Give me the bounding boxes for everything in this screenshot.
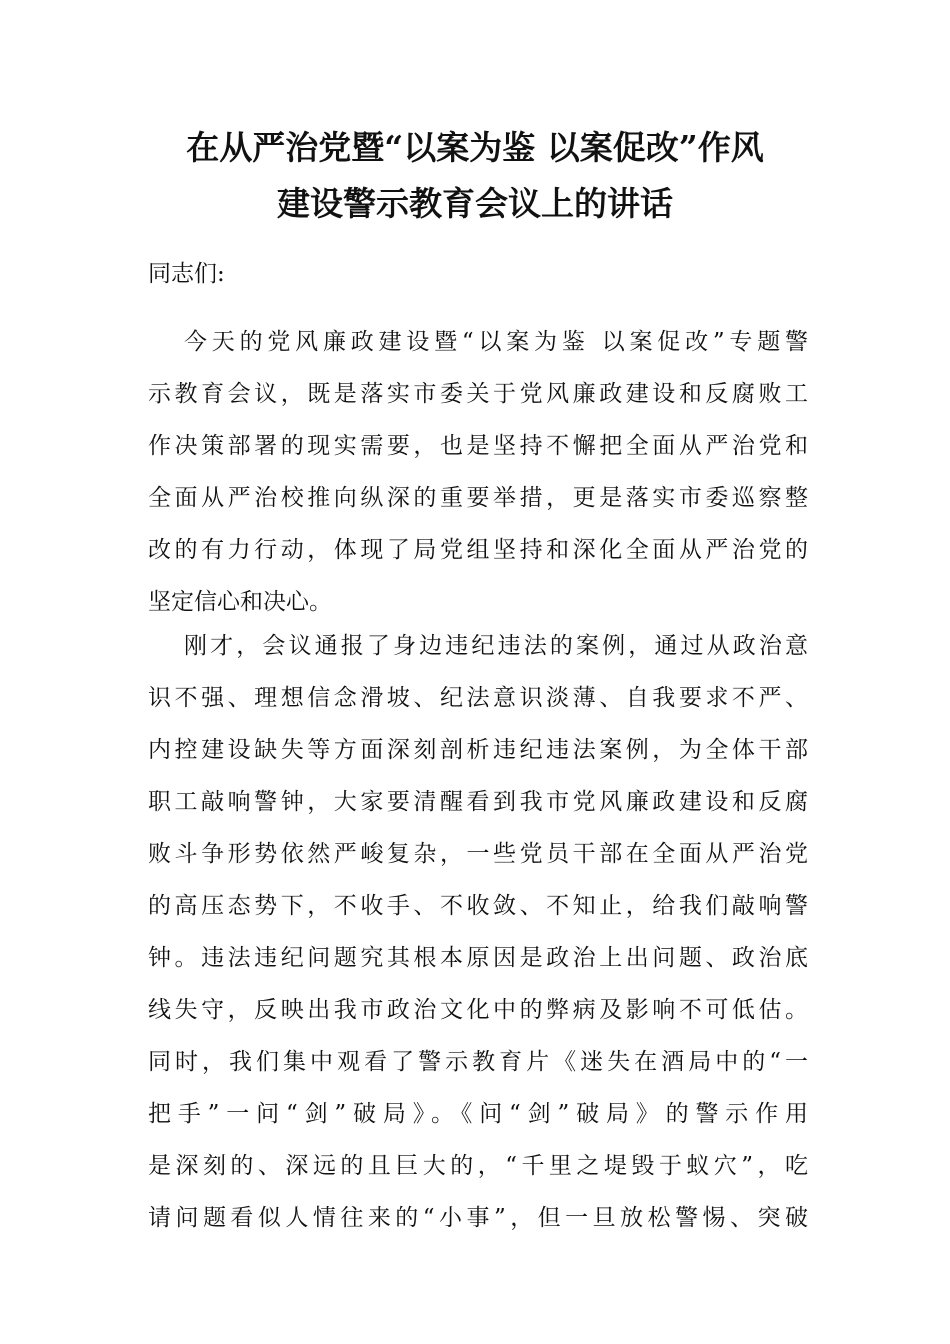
text-line: 请问题看似人情往来的“小事”，但一旦放松警惕、突破 [148,1205,808,1231]
document-title [150,120,800,232]
salutation: 同志们: [148,261,225,287]
title-line: 在从严治党暨“以案为鉴 以案促改”作风 [186,128,764,167]
text-line: 职工敲响警钟，大家要清醒看到我市党风廉政建设和反腐 [148,789,808,815]
text-line: 作决策部署的现实需要，也是坚持不懈把全面从严治党和 [148,433,808,459]
text-line: 是深刻的、深远的且巨大的，“千里之堤毁于蚁穴”，吃 [148,1153,808,1179]
text-line: 线失守，反映出我市政治文化中的弊病及影响不可低估。 [148,997,808,1023]
paragraph-cases [148,620,808,1244]
text-line: 内控建设缺失等方面深刻剖析违纪违法案例，为全体干部 [148,737,808,763]
text-line: 钟。违法违纪问题究其根本原因是政治上出问题、政治底 [148,945,808,971]
text-line: 今天的党风廉政建设暨“以案为鉴 以案促改”专题警 [184,329,808,355]
text-line: 示教育会议，既是落实市委关于党风廉政建设和反腐败工 [148,381,808,407]
text-line: 全面从严治校推向纵深的重要举措，更是落实市委巡察整 [148,485,808,511]
paragraph-opening [148,316,808,628]
text-line: 识不强、理想信念滑坡、纪法意识淡薄、自我要求不严、 [148,685,808,711]
text-line: 败斗争形势依然严峻复杂，一些党员干部在全面从严治党 [148,841,808,867]
text-line: 把手”一问“剑”破局》。《问“剑”破局》的警示作用 [148,1101,808,1127]
text-line: 的高压态势下，不收手、不收敛、不知止，给我们敲响警 [148,893,808,919]
text-line: 改的有力行动，体现了局党组坚持和深化全面从严治党的 [148,537,808,563]
text-line: 同时，我们集中观看了警示教育片《迷失在酒局中的“一 [148,1049,808,1075]
text-line: 刚才，会议通报了身边违纪违法的案例，通过从政治意 [184,633,808,659]
text-line: 坚定信心和决心。 [148,589,332,615]
title-line: 建设警示教育会议上的讲话 [277,184,673,223]
